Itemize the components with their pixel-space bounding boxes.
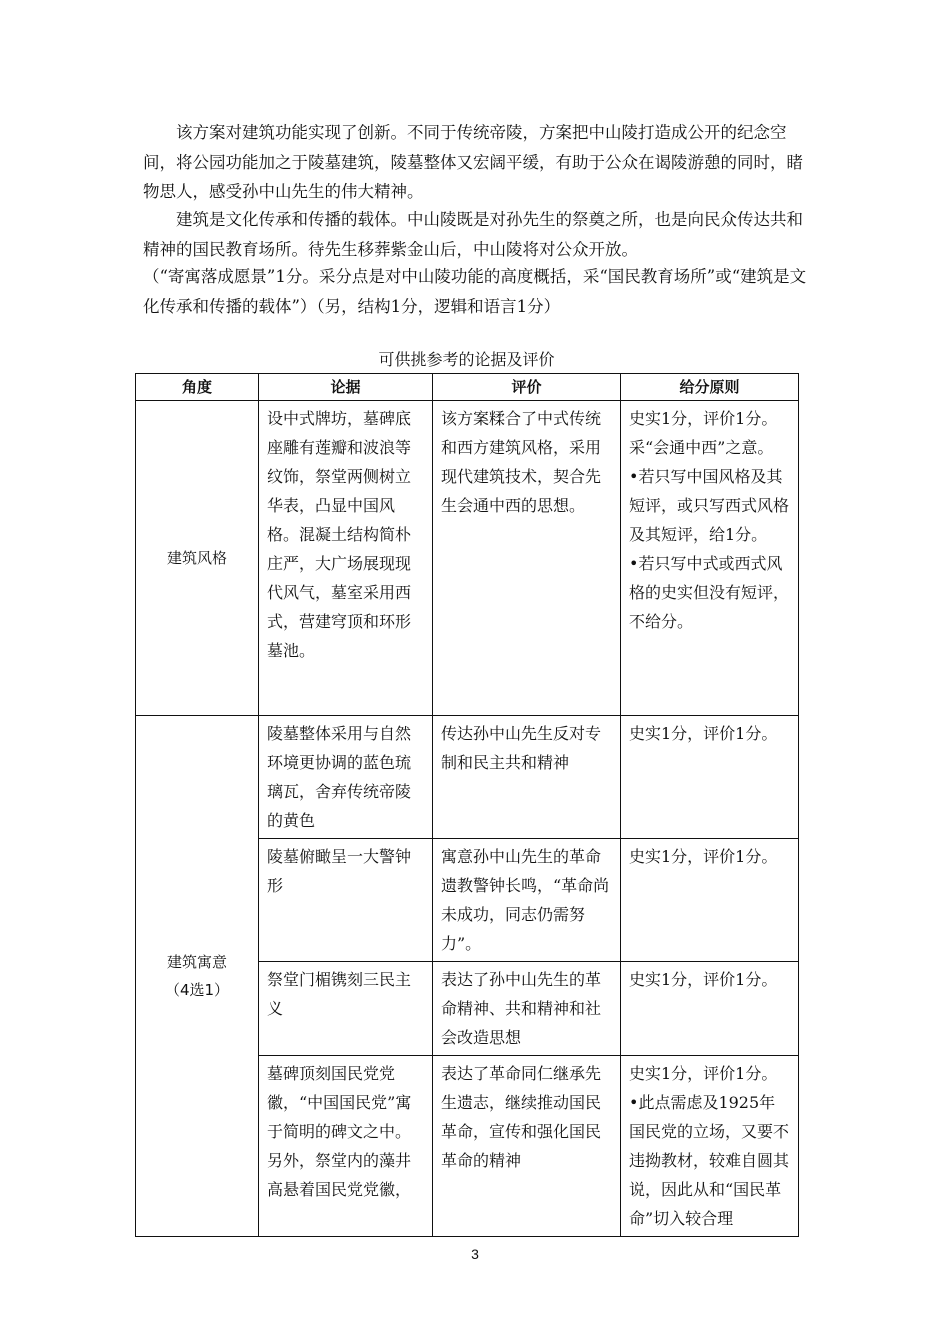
evaluation-cell: 寓意孙中山先生的革命遗教警钟长鸣，“革命尚未成功，同志仍需努力”。 (433, 839, 621, 962)
scoring-cell (621, 401, 799, 716)
angle-note: （4选1） (164, 981, 230, 999)
table-row-meaning (136, 716, 799, 839)
evidence-table (135, 373, 799, 1237)
scoring-cell (621, 1056, 799, 1237)
header-evidence: 论据 (259, 374, 433, 401)
paragraph-cultural-carrier: 建筑是文化传承和传播的载体。中山陵既是对孙先生的祭奠之所，也是向民众传达共和精神的国民教育场所。待先生移葬紫金山后，中山陵将对公众开放。 (143, 210, 803, 259)
evaluation-cell: 该方案糅合了中式传统和西方建筑风格，采用现代建筑技术，契合先生会通中西的思想。 (433, 401, 621, 716)
angle-cell-style: 建筑风格 (136, 401, 259, 716)
header-scoring: 给分原则 (621, 374, 799, 401)
scoring-cell (621, 839, 799, 962)
evaluation-cell: 表达了孙中山先生的革命精神、共和精神和社会改造思想 (433, 962, 621, 1056)
evidence-cell: 陵墓俯瞰呈一大警钟形 (259, 839, 433, 962)
table-caption: 可供挑参考的论据及评价 (378, 350, 555, 369)
evaluation-cell: 表达了革命同仁继承先生遗志，继续推动国民革命，宣传和强化国民革命的精神 (433, 1056, 621, 1237)
scoring-line: 史实1分，评价1分。 (629, 409, 778, 428)
scoring-line: 史实1分，评价1分。 (629, 1064, 778, 1083)
page-number: 3 (471, 1246, 479, 1262)
evidence-cell: 祭堂门楣镌刻三民主义 (259, 962, 433, 1056)
scoring-line: 史实1分，评价1分。 (629, 970, 778, 989)
table-row-style (136, 401, 799, 716)
header-angle: 角度 (136, 374, 259, 401)
scoring-line: •若只写中国风格及其短评，或只写西式风格及其短评，给1分。 (629, 467, 790, 544)
evaluation-cell: 传达孙中山先生反对专制和民主共和精神 (433, 716, 621, 839)
scoring-cell (621, 716, 799, 839)
paragraph-function-innovation: 该方案对建筑功能实现了创新。不同于传统帝陵，方案把中山陵打造成公开的纪念空间，将公园功能加之于陵墓建筑，陵墓整体又宏阔平缓，有助于公众在谒陵游憩的同时，睹物思人，感受孙中山先生的伟大精神。 (143, 123, 803, 201)
evidence-cell: 墓碑顶刻国民党党徽，“中国国民党”寓于简明的碑文之中。另外，祭堂内的藻井高悬着国民党党徽， (259, 1056, 433, 1237)
scoring-line: 采“会通中西”之意。 (629, 438, 774, 457)
table-header-row (136, 374, 799, 401)
paragraph-scoring-note: （“寄寓落成愿景”1分。采分点是对中山陵功能的高度概括，采“国民教育场所”或“建筑是文化传承和传播的载体”）（另，结构1分，逻辑和语言1分） (143, 267, 807, 316)
scoring-line: •此点需虑及1925年国民党的立场，又要不违拗教材，较难自圆其说，因此从和“国民革命”切入较合理 (629, 1093, 790, 1228)
evidence-cell: 陵墓整体采用与自然环境更协调的蓝色琉璃瓦，舍弃传统帝陵的黄色 (259, 716, 433, 839)
scoring-line: 史实1分，评价1分。 (629, 724, 778, 743)
scoring-cell (621, 962, 799, 1056)
header-evaluation: 评价 (433, 374, 621, 401)
angle-label: 建筑寓意 (166, 953, 227, 971)
angle-cell-meaning (136, 716, 259, 1237)
scoring-line: 史实1分，评价1分。 (629, 847, 778, 866)
scoring-line: •若只写中式或西式风格的史实但没有短评，不给分。 (629, 554, 790, 631)
evidence-cell: 设中式牌坊，墓碑底座雕有莲瓣和波浪等纹饰，祭堂两侧树立华表，凸显中国风格。混凝土结构简朴庄严，大广场展现现代风气，墓室采用西式，营建穹顶和环形墓池。 (259, 401, 433, 716)
